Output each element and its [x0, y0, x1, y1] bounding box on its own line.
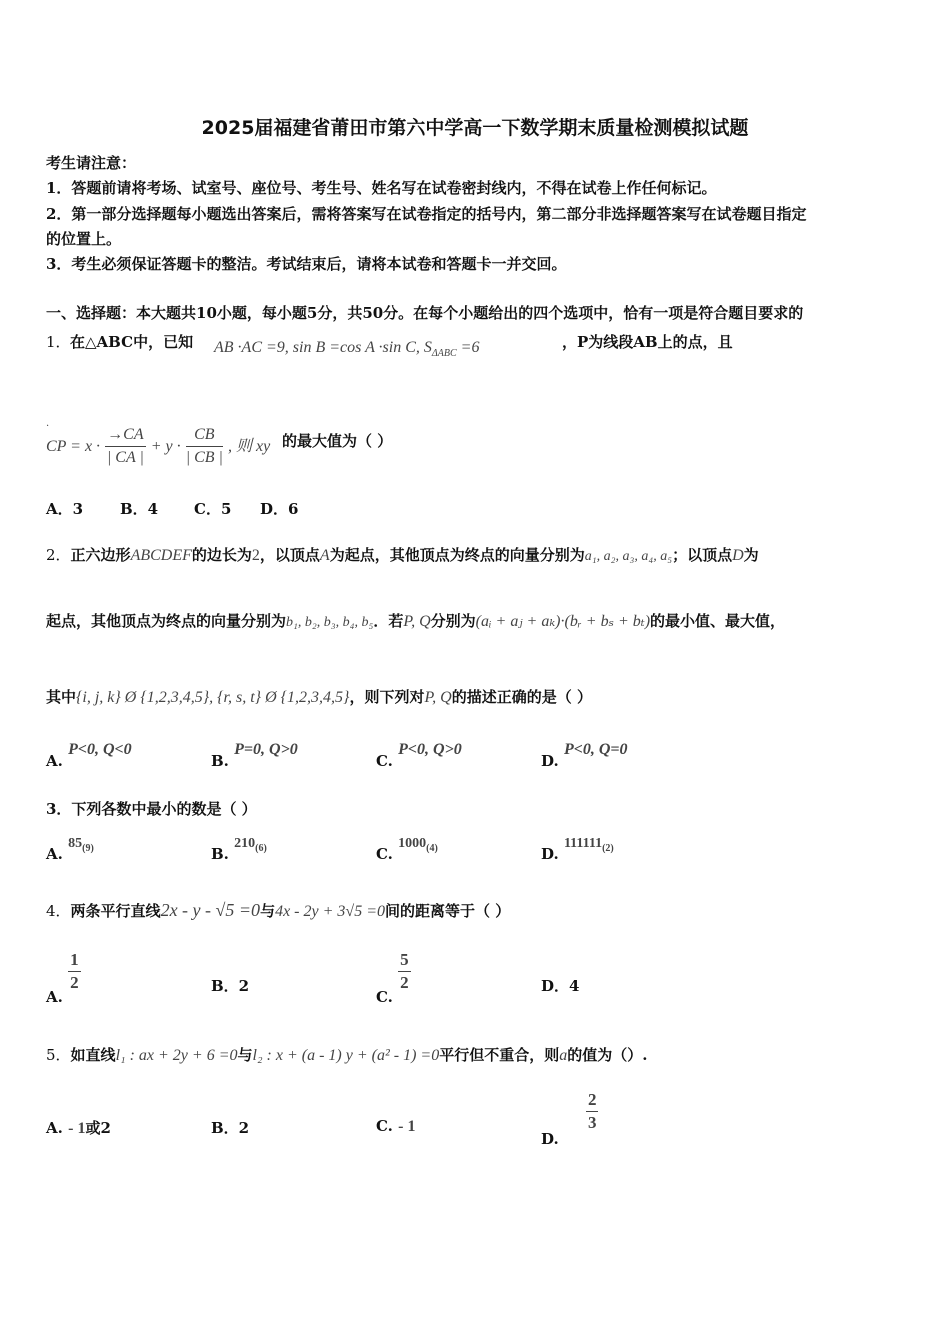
q1-formula-b: CP = x · $\frac{\to CA}{| CA |}$ + y · $\frac{CB}{| CB |}$ , 则 xy — [46, 426, 271, 466]
q5-option-d: D. $\frac{2}{3}$ — [541, 1090, 597, 1148]
q3-option-b: B. $210_{(6)}$ — [211, 836, 267, 863]
q1-number: 1． — [46, 333, 71, 351]
q1-option-b: B．4 — [120, 500, 159, 518]
q4-text: 4．两条平行直线2x - y - √5 =0与4x - 2y + 3√5 =0间的距离等于（ ） — [46, 900, 511, 920]
q2-option-d: D. P<0, Q=0 — [541, 741, 628, 770]
notice-item: 的位置上。 — [46, 230, 122, 248]
notice-heading: 考生请注意： — [46, 154, 137, 172]
q1-formula-a: AB ·AC =9, sin B =cos A ·sin C, $S_{\Delta ABC} =6$ — [214, 339, 480, 360]
q2-option-b: B. P=0, Q>0 — [211, 741, 298, 770]
q5-option-b: B．2 — [211, 1119, 250, 1137]
q5-option-a: A. - 1或2 — [46, 1119, 111, 1137]
q2-line3: 其中{i, j, k} Ø {1,2,3,4,5}, {r, s, t} Ø {1,2,3,4,5}，则下列对P, Q的描述正确的是（ ） — [46, 688, 592, 706]
page-title: 2025届福建省莆田市第六中学高一下数学期末质量检测模拟试题 — [201, 117, 749, 139]
q2-line1: 2．正六边形ABCDEF的边长为2，以顶点A为起点，其他顶点为终点的向量分别为a₁, a₂, a₃, a₄, a₅；以顶点D为 — [46, 546, 759, 564]
q3-option-a: A. $85_{(9)}$ — [46, 836, 94, 863]
q1-text-c: 的最大值为（ ） — [282, 432, 393, 450]
q3-option-c: C. $1000_{(4)}$ — [376, 836, 438, 863]
q2-option-a: A. P<0, Q<0 — [46, 741, 132, 770]
dot-mark: . — [46, 418, 50, 429]
section-heading: 一、选择题：本大题共10小题，每小题5分，共50分。在每个小题给出的四个选项中，恰有一项是符合题目要求的 — [46, 304, 804, 322]
q2-option-c: C. P<0, Q>0 — [376, 741, 462, 770]
q1-option-c: C．5 — [194, 500, 232, 518]
q5-option-c: C. - 1 — [376, 1117, 416, 1135]
q1-text-b: ，P为线段AB上的点，且 — [562, 333, 733, 351]
q2-line2: 起点，其他顶点为终点的向量分别为b₁, b₂, b₃, b₄, b₅．若P, Q分别为(aᵢ + aⱼ + aₖ)·(bᵣ + bₛ + bₜ)的最小值、最大值， — [46, 612, 786, 630]
notice-item: 1．答题前请将考场、试室号、座位号、考生号、姓名写在试卷密封线内，不得在试卷上作任何标记。 — [46, 179, 717, 197]
q1-option-a: A．3 — [46, 500, 84, 518]
q4-option-c: C. $\frac{5}{2}$ — [376, 950, 409, 1006]
q1-option-d: D．6 — [260, 500, 299, 518]
notice-item: 2．第一部分选择题每小题选出答案后，需将答案写在试卷指定的括号内，第二部分非选择题答案写在试卷题目指定 — [46, 205, 807, 223]
q5-text: 5．如直线l₁ : ax + 2y + 6 =0与l₂ : x + (a - 1) y + (a² - 1) =0平行但不重合，则a的值为（）. — [46, 1046, 648, 1064]
q1-text-a: 在△ABC中，已知 — [70, 333, 194, 351]
q4-option-d: D．4 — [541, 977, 580, 995]
notice-item: 3．考生必须保证答题卡的整洁。考试结束后，请将本试卷和答题卡一并交回。 — [46, 255, 567, 273]
q4-option-a: A. $\frac{1}{2}$ — [46, 950, 79, 1006]
q3-option-d: D. $111111_{(2)}$ — [541, 836, 614, 863]
q4-option-b: B．2 — [211, 977, 250, 995]
q3-text: 3．下列各数中最小的数是（ ） — [46, 800, 257, 818]
